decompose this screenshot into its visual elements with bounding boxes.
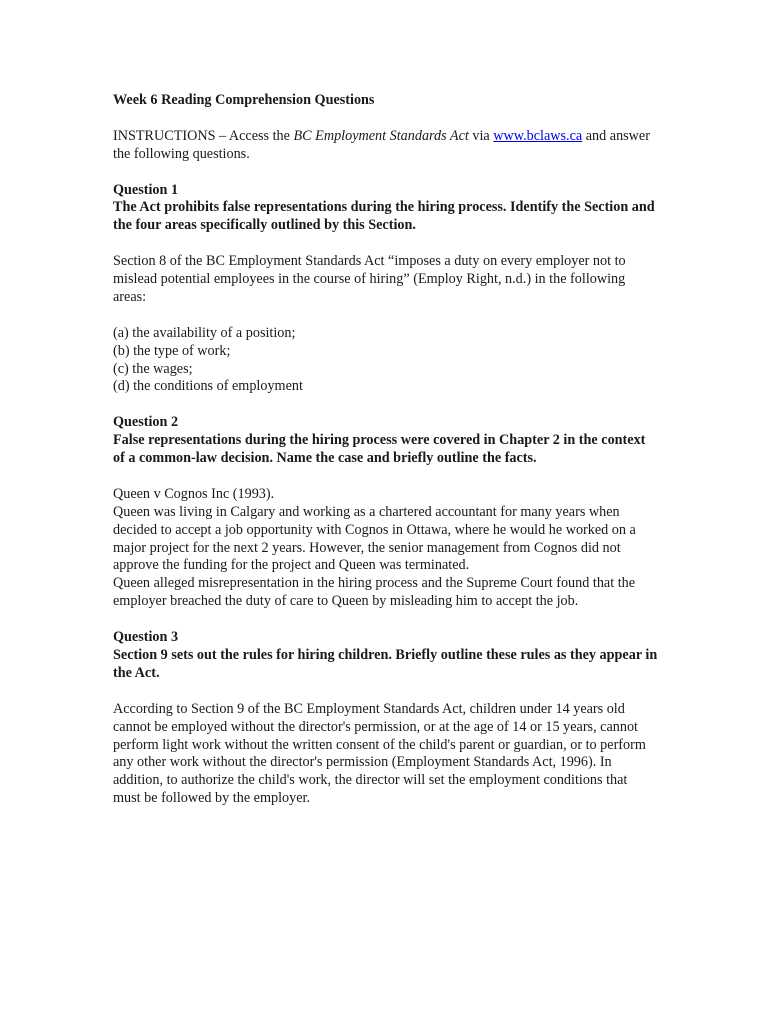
question-2-block — [113, 414, 658, 468]
case-outcome: Queen alleged misrepresentation in the hiring process and the Supreme Court found that the employer breached the duty of care to Queen by misleading him to accept the job. — [113, 575, 636, 610]
question-3-answer: According to Section 9 of the BC Employment Standards Act, children under 14 years old cannot be employed without the director's permission, or at the age of 14 or 15 years, cannot perform light work without the written consent of the child's parent or guardian, or to perform any other work without the director's permission (Employment Standards Act, 1996). In addition, to authorize the child's work, the director will set the employment conditions that must be followed by the employer. — [113, 700, 646, 807]
question-3-label: Question 3 — [113, 629, 179, 646]
question-3-block — [113, 629, 658, 683]
list-item: (d) the conditions of employment — [113, 378, 303, 395]
question-1-list — [113, 325, 658, 397]
list-item: (b) the type of work; — [113, 342, 231, 359]
question-2-prompt: False representations during the hiring process were covered in Chapter 2 in the context of a common-law decision. Name the case and briefly outline the facts. — [113, 432, 646, 467]
question-1-prompt: The Act prohibits false representations during the hiring process. Identify the Section and the four areas specifically outlined by this Section. — [113, 199, 655, 234]
question-1-answer: Section 8 of the BC Employment Standards Act “imposes a duty on every employer not to mislead potential employees in the course of hiring” (Employ Right, n.d.) in the following areas: — [113, 253, 626, 305]
act-name: BC Employment Standards Act — [293, 127, 469, 144]
list-item: (a) the availability of a position; — [113, 324, 296, 341]
instructions-suffix: and answer the following questions. — [113, 127, 650, 162]
question-2-label: Question 2 — [113, 414, 179, 431]
question-1-label: Question 1 — [113, 181, 179, 198]
question-1-block — [113, 182, 658, 236]
instructions-via: via — [468, 127, 494, 144]
instructions-prefix: INSTRUCTIONS – Access the — [113, 127, 294, 144]
case-name: Queen v Cognos Inc (1993). — [113, 485, 275, 502]
question-3-prompt: Section 9 sets out the rules for hiring children. Briefly outline these rules as they appear in the Act. — [113, 646, 658, 681]
instructions-paragraph — [113, 128, 658, 164]
question-2-answer — [113, 486, 658, 611]
document-title: Week 6 Reading Comprehension Questions — [113, 92, 375, 108]
case-facts: Queen was living in Calgary and working as a chartered accountant for many years when decided to accept a job opportunity with Cognos in Ottawa, where he would he worked on a major project for the next 2 years. However, the senior management from Cognos did not approve the funding for the project and Queen was terminated. — [113, 503, 636, 574]
list-item: (c) the wages; — [113, 360, 193, 377]
bclaws-link[interactable]: www.bclaws.ca — [493, 127, 583, 144]
document-page — [113, 92, 658, 826]
